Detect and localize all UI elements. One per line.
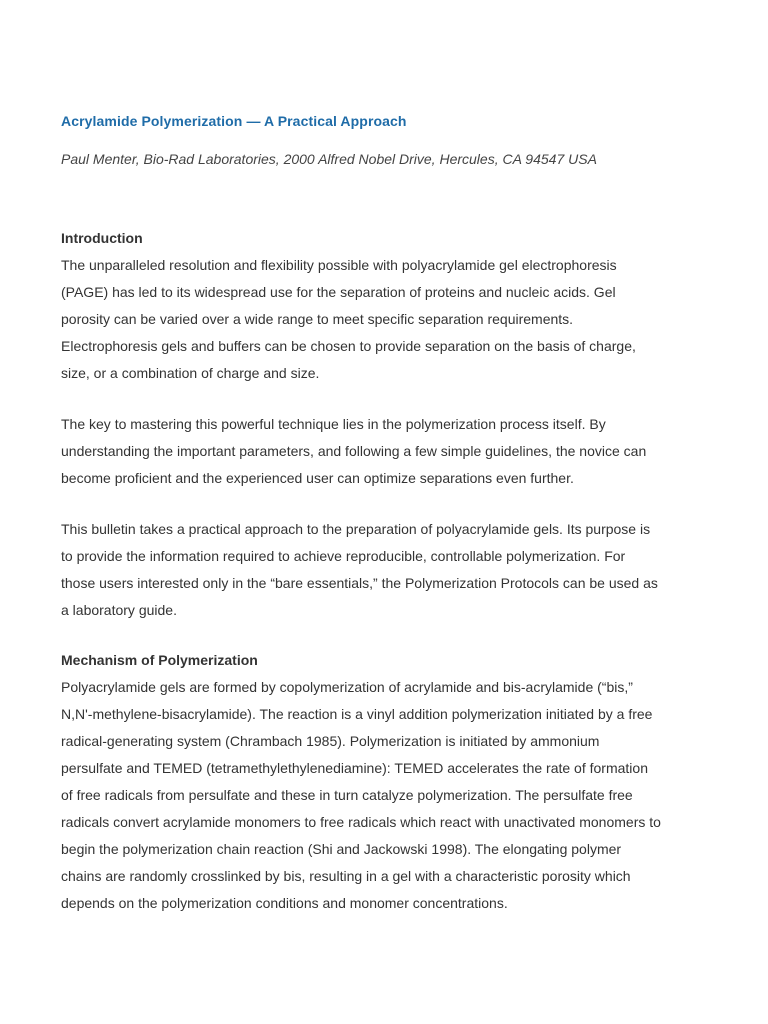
intro-paragraph-1: The unparalleled resolution and flexibility possible with polyacrylamide gel electrophoresis (PAGE) has led to its widespread use for the separation of proteins and nucleic acids. Gel porosity can be varied over a wide range to meet specific separation requirements. Electrophoresis gels and buffers can be chosen to provide separation on the basis of charge, size, or a combination of charge and size.	[61, 257, 636, 381]
section-introduction	[61, 225, 661, 624]
mechanism-paragraph-1: Polyacrylamide gels are formed by copolymerization of acrylamide and bis-acrylamide (“bis,” N,N'-methylene-bisacrylamide). The reaction is a vinyl addition polymerization initiated by a free radical-generating system (Chrambach 1985). Polymerization is initiated by ammonium persulfate and TEMED (tetramethylethylenediamine): TEMED accelerates the rate of formation of free radicals from persulfate and these in turn catalyze polymerization. The persulfate free radicals convert acrylamide monomers to free radicals which react with unactivated monomers to begin the polymerization chain reaction (Shi and Jackowski 1998). The elongating polymer chains are randomly crosslinked by bis, resulting in a gel with a characteristic porosity which depends on the polymerization conditions and monomer concentrations.	[61, 679, 661, 911]
intro-paragraph-3: This bulletin takes a practical approach to the preparation of polyacrylamide gels. Its purpose is to provide the information required to achieve reproducible, controllable polymerization. For those users interested only in the “bare essentials,” the Polymerization Protocols can be used as a laboratory guide.	[61, 521, 658, 618]
author-line: Paul Menter, Bio-Rad Laboratories, 2000 Alfred Nobel Drive, Hercules, CA 94547 USA	[61, 151, 597, 167]
section-heading-introduction: Introduction	[61, 230, 143, 246]
section-mechanism	[61, 647, 661, 917]
document-title: Acrylamide Polymerization — A Practical Approach	[61, 113, 407, 129]
document-page	[61, 111, 661, 917]
intro-paragraph-2: The key to mastering this powerful technique lies in the polymerization process itself. By understanding the important parameters, and following a few simple guidelines, the novice can become proficient and the experienced user can optimize separations even further.	[61, 416, 647, 486]
section-heading-mechanism: Mechanism of Polymerization	[61, 652, 258, 668]
